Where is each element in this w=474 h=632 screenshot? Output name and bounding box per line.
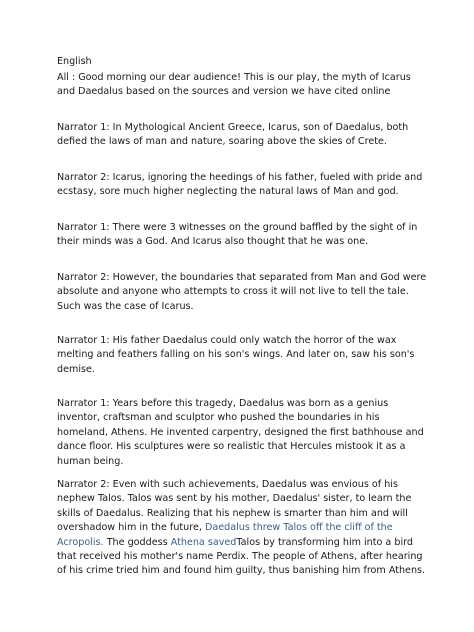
- paragraph-line: [57, 521, 432, 535]
- paragraph-line: Narrator 1: His father Daedalus could only watch the horror of the wax: [57, 335, 397, 346]
- paragraph-line: of his crime tried him and found him guilty, thus banishing him from Athens.: [57, 565, 426, 577]
- line-text: The goddess: [106, 536, 168, 548]
- paragraph-line: Narrator 1: Years before this tragedy, Daedalus was born as a genius: [57, 398, 389, 409]
- highlighted-text: Daedalus threw Talos off the cliff of the: [205, 522, 393, 534]
- paragraph-line: Narrator 2: However, the boundaries that separated from Man and God were: [57, 272, 427, 283]
- paragraph-line: that received his mother's name Perdix. The people of Athens, after hearing: [57, 551, 423, 563]
- paragraph-line: nephew Talos. Talos was sent by his mother, Daedalus' sister, to learn the: [57, 493, 412, 505]
- heading-text: English: [57, 56, 92, 67]
- narrator-paragraph: [57, 221, 432, 250]
- paragraph-line: human being.: [57, 455, 124, 467]
- paragraph-line: Narrator 1: In Mythological Ancient Greece, Icarus, son of Daedalus, both: [57, 122, 409, 133]
- paragraph-line: their minds was a God. And Icarus also thought that he was one.: [57, 236, 369, 248]
- paragraph-line: Such was the case of Icarus.: [57, 300, 194, 312]
- highlighted-text: Athena saved: [170, 536, 237, 548]
- narrator-paragraph: [57, 271, 432, 314]
- document-heading: [57, 55, 432, 69]
- paragraph-line: Narrator 2: Icarus, ignoring the heedings of his father, fueled with pride and: [57, 172, 423, 183]
- paragraph-line: ecstasy, sore much higher neglecting the natural laws of Man and god.: [57, 186, 399, 198]
- paragraph-line: dance floor. His sculptures were so realistic that Hercules mistook it as a: [57, 441, 406, 453]
- narrator-paragraph: [57, 397, 432, 469]
- narrator-paragraph: [57, 478, 432, 579]
- intro-paragraph: [57, 71, 432, 100]
- narrator-paragraph: [57, 334, 432, 377]
- narrator-paragraph: [57, 121, 432, 150]
- paragraph-line: inventor, craftsman and sculptor who pushed the boundaries in his: [57, 412, 380, 424]
- line-text: Talos by transforming him into a bird: [236, 536, 413, 548]
- paragraph-line: melting and feathers falling on his son's wings. And later on, saw his son's: [57, 349, 415, 361]
- paragraph-line: Narrator 2: Even with such achievements, Daedalus was envious of his: [57, 479, 398, 490]
- paragraph-line: homeland, Athens. He invented carpentry, designed the first bathhouse and: [57, 426, 424, 438]
- paragraph-line: demise.: [57, 363, 95, 375]
- highlighted-text: Acropolis.: [57, 536, 104, 548]
- paragraph-line: Narrator 1: There were 3 witnesses on the ground baffled by the sight of in: [57, 222, 418, 233]
- paragraph-line: skills of Daedalus. Realizing that his nephew is smarter than him and will: [57, 507, 408, 519]
- intro-line: All : Good morning our dear audience! This is our play, the myth of Icarus: [57, 72, 411, 83]
- line-text: overshadow him in the future,: [57, 522, 202, 534]
- narrator-paragraph: [57, 171, 432, 200]
- paragraph-line: [57, 536, 432, 550]
- paragraph-line: defied the laws of man and nature, soaring above the skies of Crete.: [57, 136, 387, 148]
- intro-line: and Daedalus based on the sources and version we have cited online: [57, 86, 391, 98]
- paragraph-line: absolute and anyone who attempts to cross it will not live to tell the tale.: [57, 286, 409, 298]
